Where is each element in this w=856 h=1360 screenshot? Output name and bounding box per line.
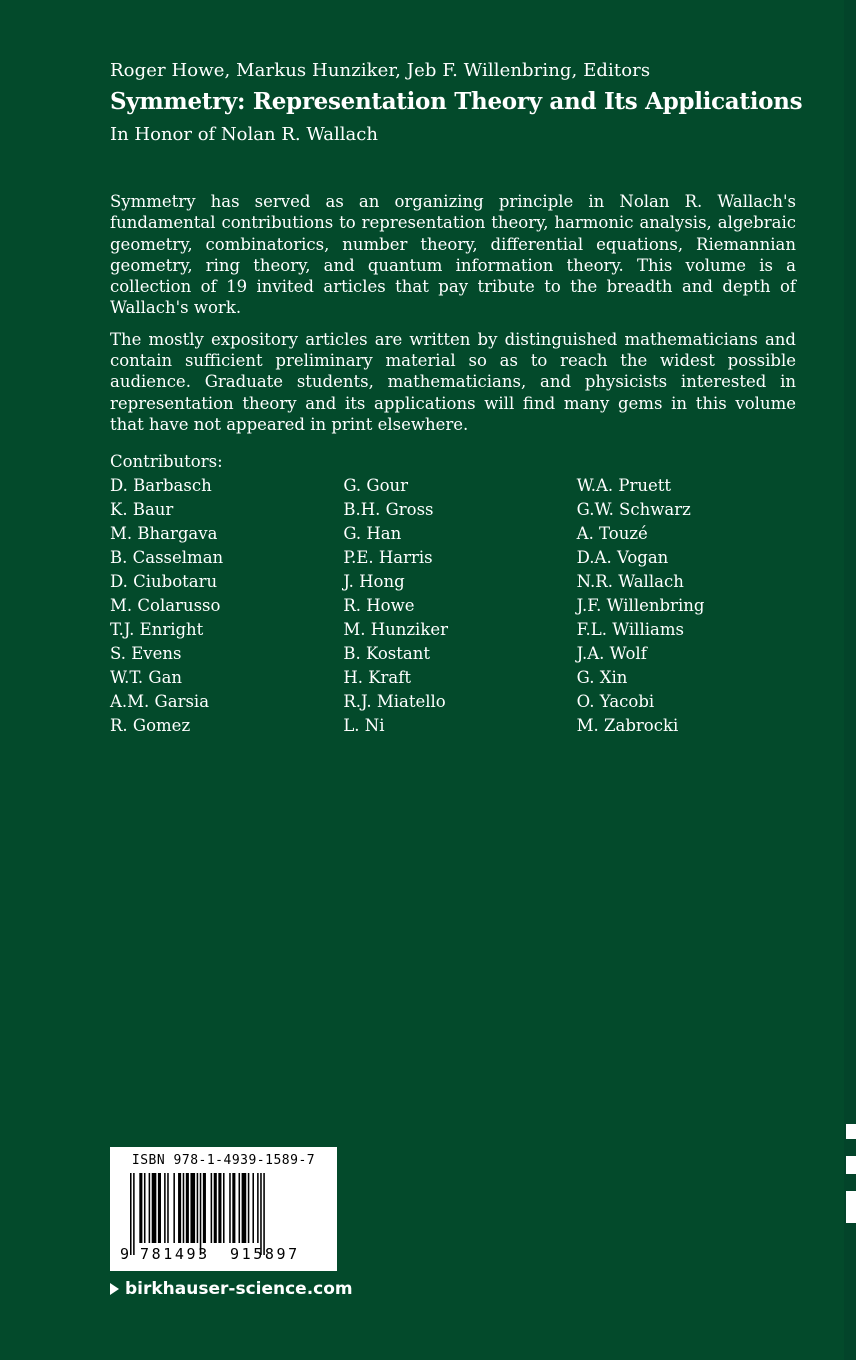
blurb-paragraph: Symmetry has served as an organizing principle in Nolan R. Wallach's fundamental contributions to representation theory, harmonic analysis, algebraic geometry, combinatorics, number theory, differential equations, Riemannian geometry, ring theory, and quantum information theory. This volume is a collection of 19 invited articles that pay tribute to the breadth and depth of Wallach's work. bbox=[110, 192, 796, 318]
contributors-label: Contributors: bbox=[110, 452, 223, 471]
contributor-name: L. Ni bbox=[343, 716, 385, 735]
contributor-name: S. Evens bbox=[110, 644, 182, 663]
barcode-digit-group-right: 915897 bbox=[230, 1245, 300, 1263]
publisher-url[interactable]: birkhauser-science.com bbox=[125, 1279, 353, 1299]
barcode-bar bbox=[190, 1173, 195, 1243]
edge-mark bbox=[846, 1191, 856, 1223]
contributor-name: M. Colarusso bbox=[110, 596, 221, 615]
barcode-bar bbox=[242, 1173, 247, 1243]
contributor-name: G.W. Schwarz bbox=[576, 500, 691, 519]
contributor-name: D. Ciubotaru bbox=[110, 572, 218, 591]
contributor-name: M. Bhargava bbox=[110, 524, 218, 543]
barcode-bar bbox=[167, 1173, 169, 1243]
contributor-name: W.T. Gan bbox=[110, 668, 183, 687]
barcode-bar bbox=[139, 1173, 142, 1243]
isbn-label: ISBN 978-1-4939-1589-7 bbox=[131, 1153, 316, 1168]
contributor-name: K. Baur bbox=[110, 500, 174, 519]
contributor-name: D.A. Vogan bbox=[576, 548, 669, 567]
contributor-name: G. Han bbox=[343, 524, 402, 543]
barcode-digit-group-left: 781493 bbox=[140, 1245, 210, 1263]
contributors-section bbox=[110, 450, 810, 738]
barcode-bar bbox=[203, 1173, 206, 1243]
barcode-bar bbox=[173, 1173, 175, 1243]
barcode-bar bbox=[183, 1173, 185, 1243]
contributors-column bbox=[110, 474, 343, 738]
barcode-bar bbox=[164, 1173, 166, 1243]
edge-mark bbox=[846, 1124, 856, 1139]
isbn-barcode bbox=[110, 1147, 337, 1271]
contributor-name: M. Hunziker bbox=[343, 620, 448, 639]
blurb-paragraph: The mostly expository articles are written by distinguished mathematicians and contain sufficient preliminary material so as to reach the widest possible audience. Graduate students, mathematicians, and physicists interested in representation theory and its applications will find many gems in this volume that have not appeared in print elsewhere. bbox=[110, 329, 796, 434]
barcode-bar bbox=[214, 1173, 217, 1243]
barcode-bar bbox=[263, 1173, 265, 1255]
contributor-name: M. Zabrocki bbox=[576, 716, 679, 735]
contributor-name: F.L. Williams bbox=[576, 620, 684, 639]
contributors-grid bbox=[110, 474, 810, 738]
barcode-bar bbox=[158, 1173, 161, 1243]
barcode-bar bbox=[252, 1173, 254, 1243]
barcode-bar bbox=[197, 1173, 199, 1243]
barcode-bar bbox=[186, 1173, 189, 1243]
barcode-bar bbox=[149, 1173, 151, 1243]
contributor-name: W.A. Pruett bbox=[576, 476, 672, 495]
barcode-bar bbox=[133, 1173, 135, 1255]
contributor-name: R. Howe bbox=[343, 596, 415, 615]
contributor-name: G. Gour bbox=[343, 476, 409, 495]
book-subtitle: In Honor of Nolan R. Wallach bbox=[110, 124, 378, 145]
barcode-bar bbox=[260, 1173, 262, 1255]
contributor-name: O. Yacobi bbox=[576, 692, 655, 711]
barcode-bar bbox=[130, 1173, 132, 1255]
contributor-name: J. Hong bbox=[343, 572, 405, 591]
contributor-name: R. Gomez bbox=[110, 716, 191, 735]
contributor-name: A. Touzé bbox=[576, 524, 648, 543]
contributor-name: P.E. Harris bbox=[343, 548, 433, 567]
editors-line: Roger Howe, Markus Hunziker, Jeb F. Willenbring, Editors bbox=[110, 60, 651, 81]
contributor-name: A.M. Garsia bbox=[110, 692, 210, 711]
barcode-bar bbox=[257, 1173, 259, 1243]
contributor-name: B. Casselman bbox=[110, 548, 224, 567]
contributor-name: B. Kostant bbox=[343, 644, 430, 663]
play-arrow-icon bbox=[110, 1283, 119, 1295]
barcode-bar bbox=[200, 1173, 202, 1255]
barcode-bar bbox=[152, 1173, 157, 1243]
barcode-bar bbox=[232, 1173, 235, 1243]
barcode-bar bbox=[229, 1173, 231, 1243]
contributor-name: J.F. Willenbring bbox=[576, 596, 705, 615]
contributors-column bbox=[343, 474, 576, 738]
contributor-name: D. Barbasch bbox=[110, 476, 212, 495]
contributor-name: G. Xin bbox=[576, 668, 628, 687]
contributor-name: J.A. Wolf bbox=[576, 644, 647, 663]
description-blurb bbox=[110, 191, 796, 445]
publisher-link[interactable] bbox=[110, 1279, 353, 1299]
contributor-name: H. Kraft bbox=[343, 668, 411, 687]
barcode-bar bbox=[223, 1173, 225, 1243]
contributor-name: R.J. Miatello bbox=[343, 692, 446, 711]
barcode-bar bbox=[144, 1173, 146, 1243]
barcode-digit-prefix: 9 bbox=[120, 1245, 130, 1263]
contributor-name: T.J. Enright bbox=[110, 620, 204, 639]
contributors-column bbox=[577, 474, 810, 738]
barcode-bar bbox=[218, 1173, 221, 1243]
barcode-bar bbox=[239, 1173, 241, 1243]
barcode-bar bbox=[178, 1173, 181, 1243]
barcode-bar bbox=[211, 1173, 213, 1243]
edge-mark bbox=[846, 1156, 856, 1174]
barcode-bar bbox=[248, 1173, 250, 1243]
contributor-name: N.R. Wallach bbox=[576, 572, 684, 591]
contributor-name: B.H. Gross bbox=[343, 500, 434, 519]
book-title: Symmetry: Representation Theory and Its Applications bbox=[110, 88, 803, 115]
